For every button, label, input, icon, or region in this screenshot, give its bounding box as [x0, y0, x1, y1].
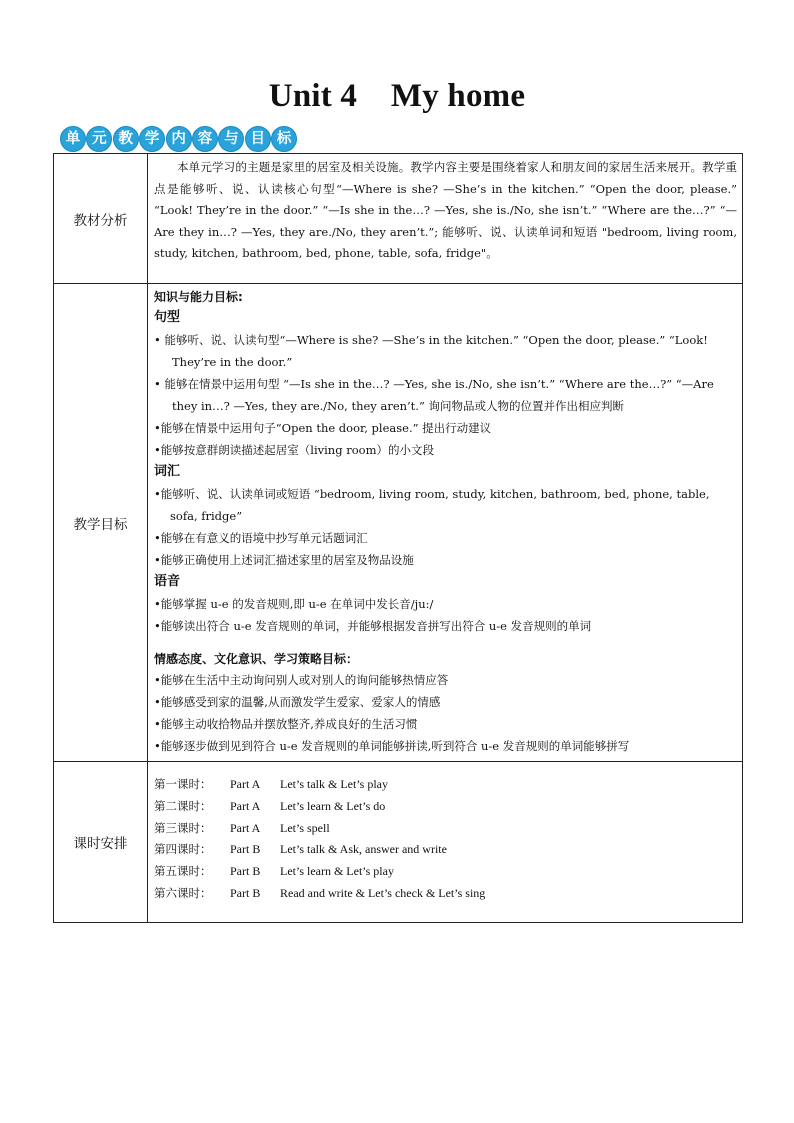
- schedule-label: 课时安排: [54, 762, 148, 923]
- list-item: •能够主动收拾物品并摆放整齐,养成良好的生活习惯: [154, 717, 418, 731]
- banner-char: 教: [113, 126, 139, 152]
- lesson-number: 第五课时：: [154, 864, 212, 879]
- lesson-row: [154, 774, 737, 796]
- affect-heading: 情感态度、文化意识、学习策略目标：: [154, 652, 359, 666]
- lesson-row: [154, 796, 737, 818]
- lesson-content: Let’s talk & Ask, answer and write: [280, 842, 447, 857]
- lesson-part: Part A: [230, 820, 261, 835]
- list-item: •能够掌握 u-e 的发音规则,即 u-e 在单词中发长音/ju:/: [154, 597, 434, 611]
- spacer: [154, 637, 737, 649]
- lesson-number: 第三课时：: [154, 820, 212, 835]
- lesson-part: Part B: [230, 864, 261, 879]
- lesson-number: 第二课时：: [154, 798, 212, 813]
- banner-char: 单: [60, 126, 86, 152]
- analysis-text: 本单元学习的主题是家里的居室及相关设施。教学内容主要是围绕着家人和朋友间的家居生活来展开。教学重点是能够听、说、认读核心句型“—Where is she? —She’s in the kitchen.” “Open the door, please.” “Look! They’re in the door.” “—Is she in the…? —Yes, she is./No, she isn’t.” “Where are the…?” “—Are they in…? —Yes, they are./No, they aren’t.”; 能够听、说、认读单词和短语 "bedroom, living room, study, kitchen, bathroom, bed, phone, table, sofa, fridge"。: [154, 160, 737, 260]
- vocab-heading: 词汇: [154, 464, 181, 479]
- banner-char: 标: [271, 126, 297, 152]
- lesson-row: [154, 883, 737, 905]
- list-item: •能够感受到家的温馨,从而激发学生爱家、爱家人的情感: [154, 695, 441, 709]
- lesson-content: Let’s talk & Let’s play: [280, 777, 388, 791]
- list-item: •能够逐步做到见到符合 u-e 发音规则的单词能够拼读,听到符合 u-e 发音规则的单词能够拼写: [154, 739, 630, 753]
- schedule-row: [54, 762, 743, 923]
- lesson-content: Let’s learn & Let’s do: [280, 798, 386, 813]
- list-item: •能够在情景中运用句子“Open the door, please.” 提出行动建议: [154, 421, 492, 435]
- lesson-part: Part A: [230, 777, 261, 791]
- banner-char: 目: [245, 126, 271, 152]
- list-item: •能够在生活中主动询问别人或对别人的询问能够热情应答: [154, 673, 449, 687]
- lesson-content: Read and write & Let’s check & Let’s sing: [280, 885, 486, 900]
- section-banner: [60, 126, 298, 152]
- list-item: •能够读出符合 u-e 发音规则的单词，并能够根据发音拼写出符合 u-e 发音规则的单词: [154, 619, 592, 633]
- lesson-number: 第六课时：: [154, 885, 212, 900]
- banner-char: 与: [218, 126, 244, 152]
- lesson-number: 第一课时：: [154, 777, 212, 791]
- banner-char: 学: [139, 126, 165, 152]
- lesson-content: Let’s learn & Let’s play: [280, 864, 394, 879]
- lesson-number: 第四课时：: [154, 842, 212, 857]
- page-title: Unit 4 My home: [268, 78, 526, 114]
- list-item: •能够正确使用上述词汇描述家里的居室及物品设施: [154, 553, 414, 567]
- lesson-content: Let’s spell: [280, 820, 330, 835]
- goals-label: 教学目标: [54, 284, 148, 762]
- phonics-heading: 语音: [154, 574, 181, 589]
- list-item: •能够按意群朗读描述起居室（living room）的小文段: [154, 443, 434, 457]
- banner-char: 容: [192, 126, 218, 152]
- lesson-row: [154, 861, 737, 883]
- sentence-heading: 句型: [154, 310, 181, 325]
- lesson-part: Part A: [230, 798, 261, 813]
- list-item: • 能够在情景中运用句型 “—Is she in the…? —Yes, she is./No, she isn’t.” “Where are the…?” “—Are they in…? —Yes, they are./No, they aren’t.” 询问物品或人物的位置并作出相应判断: [154, 377, 714, 413]
- banner-char: 内: [166, 126, 192, 152]
- teaching-plan-table: [53, 153, 743, 923]
- analysis-row: [54, 154, 743, 284]
- analysis-label: 教材分析: [54, 154, 148, 284]
- list-item: • 能够听、说、认读句型“—Where is she? —She’s in the kitchen.” “Open the door, please.” “Look! They’re in the door.”: [154, 333, 708, 369]
- list-item: •能够听、说、认读单词或短语 “bedroom, living room, study, kitchen, bathroom, bed, phone, table, sofa, fridge”: [154, 487, 710, 523]
- lesson-part: Part B: [230, 885, 261, 900]
- goals-content: [148, 284, 743, 762]
- lesson-part: Part B: [230, 842, 261, 857]
- banner-char: 元: [86, 126, 112, 152]
- lesson-row: [154, 839, 737, 861]
- schedule-content: [148, 762, 743, 923]
- knowledge-heading: 知识与能力目标:: [154, 290, 243, 304]
- list-item: •能够在有意义的语境中抄写单元话题词汇: [154, 531, 368, 545]
- analysis-content: [148, 154, 743, 284]
- goals-row: [54, 284, 743, 762]
- lesson-row: [154, 818, 737, 840]
